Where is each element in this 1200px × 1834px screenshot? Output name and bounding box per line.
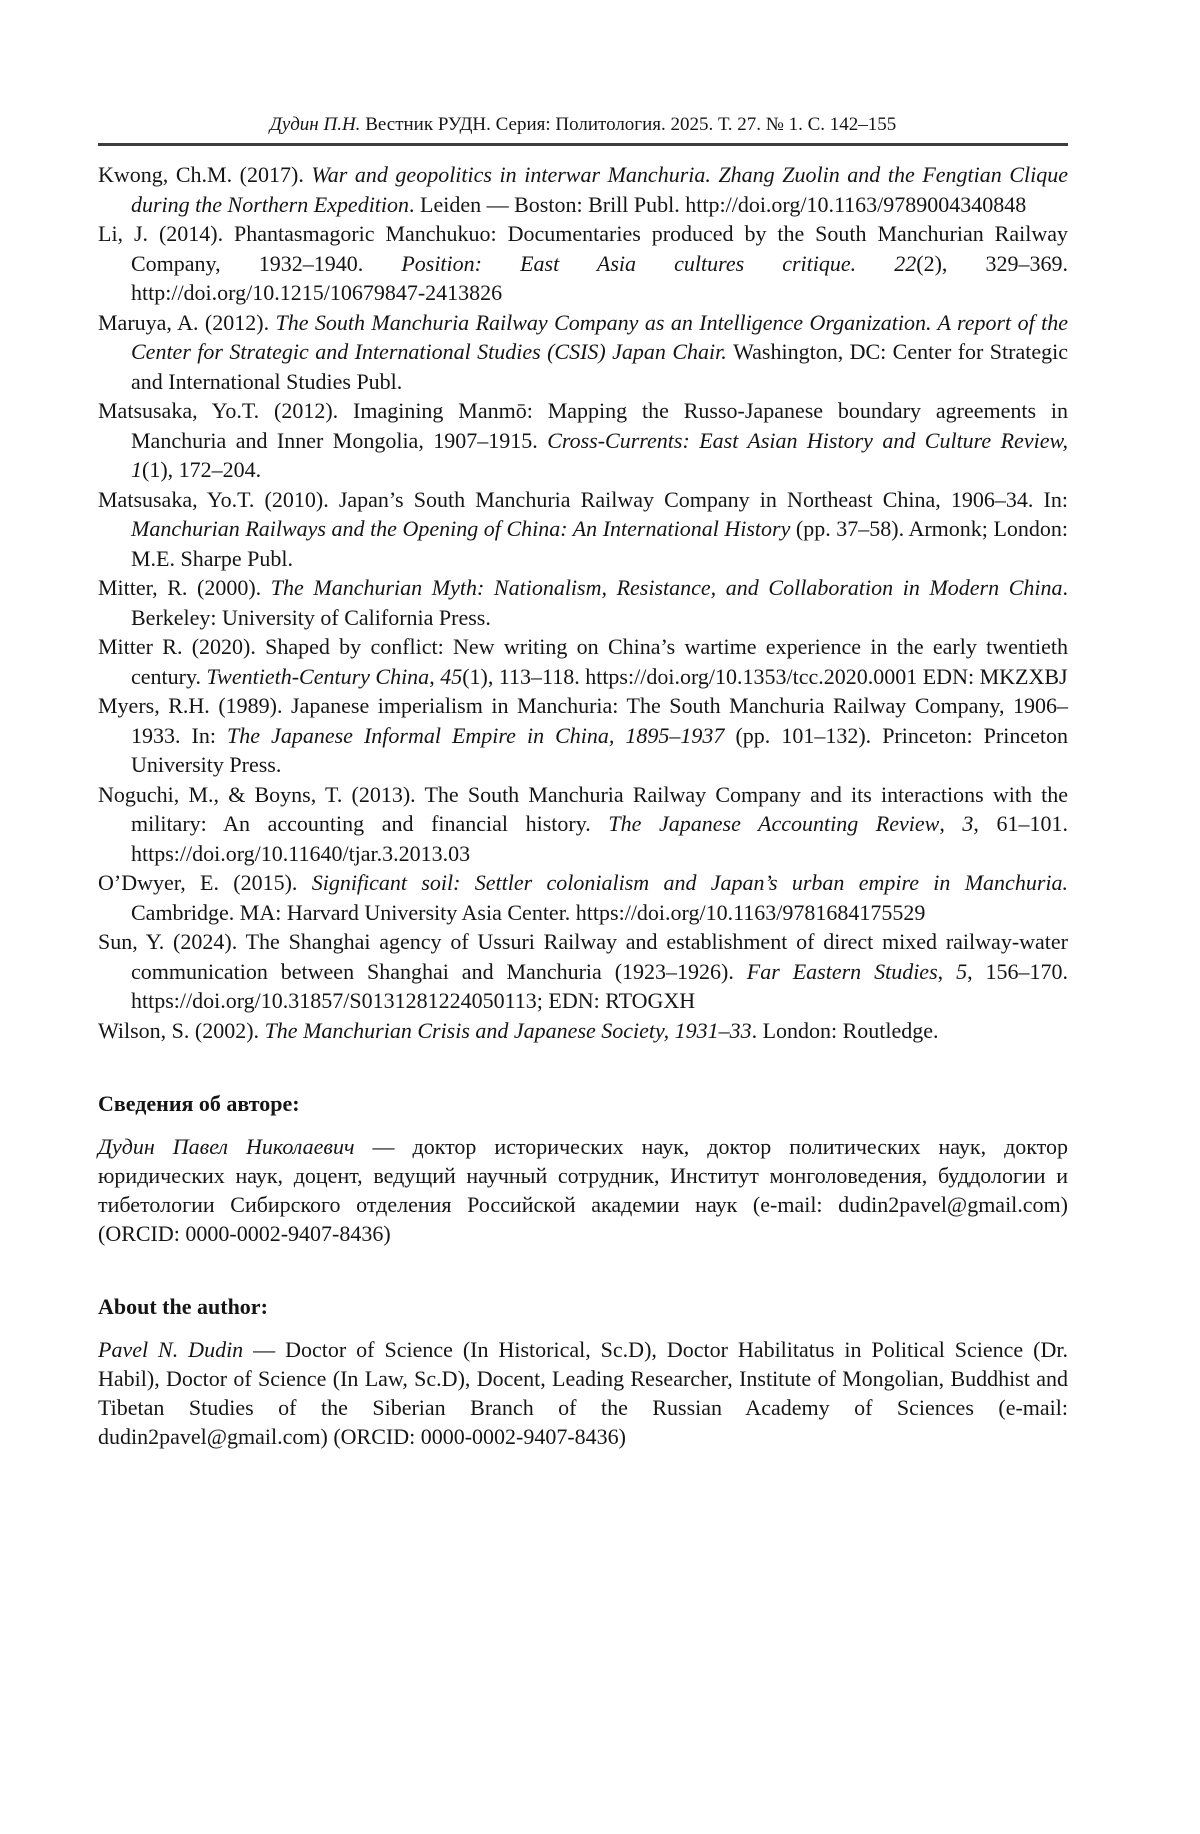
text-segment: O’Dwyer, E. (2015). — [98, 870, 312, 895]
text-segment: Washington, DC: Center for Strategic and International Studies Publ. — [131, 339, 1068, 394]
text-segment: (pp. 101–132). Princeton: Princeton University Press. — [131, 722, 1068, 777]
text-segment: . Berkeley: University of California Press. — [131, 575, 1068, 630]
running-head — [98, 114, 1068, 136]
text-segment: Kwong, Ch.M. (2017). — [98, 162, 312, 187]
italic-text-segment: 45 — [440, 663, 463, 689]
reference-item — [98, 308, 1068, 397]
text-segment: , — [429, 663, 441, 689]
italic-text-segment: 3 — [962, 811, 974, 836]
text-segment: — доктор исторических наук, доктор политических наук, доктор юридических наук, доцент, ведущий научный сотрудник, Институт монголоведения, буддологии и тибетологии Сибирского отделения Российской академии наук (e-mail: dudin2pavel@gmail.com) (ORCID: 0000-0002-9407-8436) — [98, 1134, 1069, 1246]
text-segment: (2), 329–369. http://doi.org/10.1215/10679847-2413826 — [131, 250, 1068, 305]
italic-text-segment: 5 — [956, 958, 968, 984]
italic-text-segment: Дудин П.Н. — [269, 114, 361, 135]
text-segment: . London: Routledge. — [751, 1017, 939, 1043]
text-segment: Вестник РУДН. Серия: Политология. 2025. Т. 27. № 1. С. 142–155 — [360, 114, 897, 135]
text-segment: Mitter R. (2020). Shaped by conflict: New writing on China’s wartime experience in the early twentieth century. — [98, 634, 1068, 689]
reference-item — [98, 219, 1068, 308]
text-segment: (1), 172–204. — [142, 457, 262, 482]
italic-text-segment: The Manchurian Myth: Nationalism, Resistance, and Collaboration in Modern China — [270, 575, 1063, 600]
author-info-paragraph-en — [98, 1335, 1068, 1451]
reference-list — [98, 160, 1068, 1045]
italic-text-segment: Cross-Currents: East Asian History and Culture Review, 1 — [131, 427, 1069, 482]
reference-item — [98, 632, 1068, 691]
italic-text-segment: Position: East Asia cultures critique. 22 — [401, 250, 917, 276]
reference-item — [98, 160, 1068, 219]
reference-item — [98, 691, 1068, 780]
text-segment: Wilson, S. (2002). — [98, 1017, 265, 1043]
reference-item — [98, 573, 1068, 632]
text-segment: . Leiden — Boston: Brill Publ. http://doi.org/10.1163/9789004340848 — [409, 191, 1027, 217]
text-segment: Myers, R.H. (1989). Japanese imperialism in Manchuria: The South Manchuria Railway Company, 1906–1933. In: — [98, 693, 1068, 748]
text-segment: (pp. 37–58). Armonk; London: M.E. Sharpe Publ. — [131, 516, 1068, 571]
italic-text-segment: Pavel N. Dudin — [98, 1337, 244, 1362]
text-segment: — Doctor of Science (In Historical, Sc.D), Doctor Habilitatus in Political Science (Dr. Habil), Doctor of Science (In Law, Sc.D), Docent, Leading Researcher, Institute of Mongolian, Buddhist and Tibetan Studies of the Siberian Branch of the Russian Academy of Sciences (e-mail: dudin2pavel@gmail.com) (ORCID: 0000-0002-9407-8436) — [98, 1337, 1068, 1449]
reference-item — [98, 1016, 1068, 1046]
italic-text-segment: The Japanese Informal Empire in China, 1895–1937 — [227, 722, 725, 748]
header-rule — [98, 143, 1068, 146]
author-info-heading-ru: Сведения об авторе: — [98, 1091, 300, 1116]
reference-item — [98, 396, 1068, 485]
text-segment: Noguchi, M., & Boyns, T. (2013). The South Manchuria Railway Company and its interactions with the military: An accounting and financial history. — [98, 781, 1068, 836]
text-segment: , 156–170. https://doi.org/10.31857/S0131281224050113; EDN: RTOGXH — [131, 958, 1069, 1013]
italic-text-segment: The Japanese Accounting Review — [608, 811, 940, 836]
italic-text-segment: The South Manchuria Railway Company as an Intelligence Organization. A report of the Center for Strategic and International Studies (CSIS) Japan Chair. — [131, 309, 1068, 364]
text-segment: Li, J. (2014). Phantasmagoric Manchukuo: Documentaries produced by the South Manchurian Railway Company, 1932–1940. — [98, 221, 1068, 276]
italic-text-segment: War and geopolitics in interwar Manchuria. Zhang Zuolin and the Fengtian Clique during the Northern Expedition — [131, 162, 1068, 217]
text-segment: Matsusaka, Yo.T. (2010). Japan’s South Manchuria Railway Company in Northeast China, 1906–34. In: — [98, 486, 1068, 512]
italic-text-segment: Дудин Павел Николаевич — [98, 1134, 355, 1159]
text-segment: Cambridge. MA: Harvard University Asia Center. https://doi.org/10.1163/9781684175529 — [131, 899, 926, 925]
author-info-paragraph-ru — [98, 1132, 1068, 1248]
italic-text-segment: Manchurian Railways and the Opening of China: An International History — [131, 516, 791, 541]
text-segment: Sun, Y. (2024). The Shanghai agency of Ussuri Railway and establishment of direct mixed railway-water communication between Shanghai and Manchuria (1923–1926). — [98, 929, 1068, 984]
italic-text-segment: Far Eastern Studies — [746, 958, 938, 984]
text-segment: Maruya, A. (2012). — [98, 309, 276, 335]
italic-text-segment: Twentieth-Century China — [206, 663, 430, 689]
italic-text-segment: Significant soil: Settler colonialism and Japan’s urban empire in Manchuria. — [311, 870, 1068, 895]
text-segment: , 61–101. https://doi.org/10.11640/tjar.3.2013.03 — [131, 811, 1069, 866]
italic-text-segment: The Manchurian Crisis and Japanese Society, 1931–33 — [264, 1017, 752, 1043]
reference-item — [98, 868, 1068, 927]
text-segment: , — [937, 958, 957, 984]
author-info-heading-en: About the author: — [98, 1294, 268, 1319]
text-segment: Matsusaka, Yo.T. (2012). Imagining Manmō: Mapping the Russo-Japanese boundary agreements in Manchuria and Inner Mongolia, 1907–1915. — [98, 398, 1068, 453]
text-segment: (1), 113–118. https://doi.org/10.1353/tcc.2020.0001 EDN: MKZXBJ — [462, 663, 1068, 689]
reference-item — [98, 927, 1068, 1016]
text-segment: Mitter, R. (2000). — [98, 575, 271, 600]
reference-item — [98, 485, 1068, 574]
reference-item — [98, 780, 1068, 869]
text-segment: , — [939, 811, 963, 836]
